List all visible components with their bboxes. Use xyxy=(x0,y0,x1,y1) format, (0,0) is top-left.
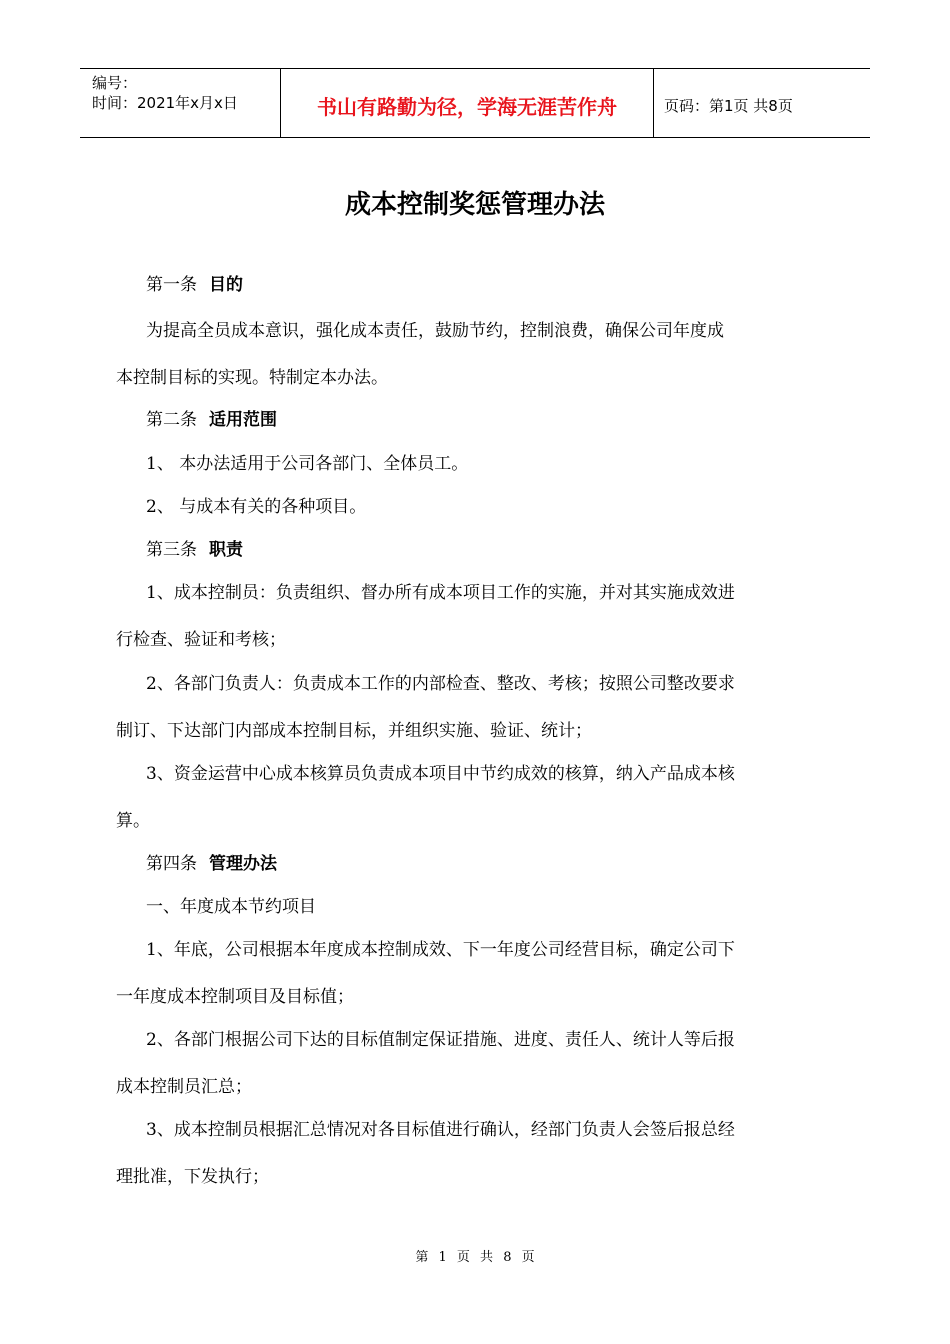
serial-label: 编号： xyxy=(92,74,138,92)
list-item: 1、 本办法适用于公司各部门、全体员工。 xyxy=(146,454,469,474)
paragraph-line: 制订、下达部门内部成本控制目标，并组织实施、验证、统计； xyxy=(116,721,592,741)
list-item: 3、资金运营中心成本核算员负责成本项目中节约成效的核算，纳入产品成本核 xyxy=(146,764,735,784)
list-item: 2、各部门根据公司下达的目标值制定保证措施、进度、责任人、统计人等后报 xyxy=(146,1030,735,1050)
header-meta-cell xyxy=(80,69,281,137)
header-table xyxy=(80,68,870,138)
list-item: 2、各部门负责人：负责成本工作的内部检查、整改、考核；按照公司整改要求 xyxy=(146,674,735,694)
paragraph-line: 一年度成本控制项目及目标值； xyxy=(116,987,354,1007)
time-label: 时间：2021年x月x日 xyxy=(92,94,238,112)
list-item: 1、成本控制员：负责组织、督办所有成本项目工作的实施，并对其实施成效进 xyxy=(146,583,735,603)
article-number: 第四条 xyxy=(146,854,197,874)
list-item: 1、年底，公司根据本年度成本控制成效、下一年度公司经营目标，确定公司下 xyxy=(146,940,735,960)
header-motto: 书山有路勤为径，学海无涯苦作舟 xyxy=(281,69,654,137)
document-title: 成本控制奖惩管理办法 xyxy=(344,190,605,220)
article-name: 目的 xyxy=(209,275,243,295)
list-item: 2、 与成本有关的各种项目。 xyxy=(146,497,367,517)
section-heading: 一、年度成本节约项目 xyxy=(146,897,316,917)
page-footer: 第 1 页 共 8 页 xyxy=(415,1250,535,1265)
article-heading-2 xyxy=(146,405,277,430)
list-item: 3、成本控制员根据汇总情况对各目标值进行确认，经部门负责人会签后报总经 xyxy=(146,1120,735,1140)
header-page-info: 页码：第1页 共8页 xyxy=(664,96,793,115)
article-heading-4 xyxy=(146,849,277,874)
paragraph-line: 本控制目标的实现。特制定本办法。 xyxy=(116,368,388,388)
paragraph-line: 行检查、验证和考核； xyxy=(116,630,286,650)
article-number: 第三条 xyxy=(146,540,197,560)
article-number: 第二条 xyxy=(146,410,197,430)
paragraph-line: 算。 xyxy=(116,811,150,831)
paragraph-line: 为提高全员成本意识，强化成本责任，鼓励节约，控制浪费，确保公司年度成 xyxy=(146,321,724,341)
article-number: 第一条 xyxy=(146,275,197,295)
article-name: 适用范围 xyxy=(209,410,277,430)
article-name: 职责 xyxy=(209,540,243,560)
article-heading-3 xyxy=(146,535,243,560)
paragraph-line: 理批准，下发执行； xyxy=(116,1167,269,1187)
article-heading-1 xyxy=(146,270,243,295)
article-name: 管理办法 xyxy=(209,854,277,874)
paragraph-line: 成本控制员汇总； xyxy=(116,1077,252,1097)
